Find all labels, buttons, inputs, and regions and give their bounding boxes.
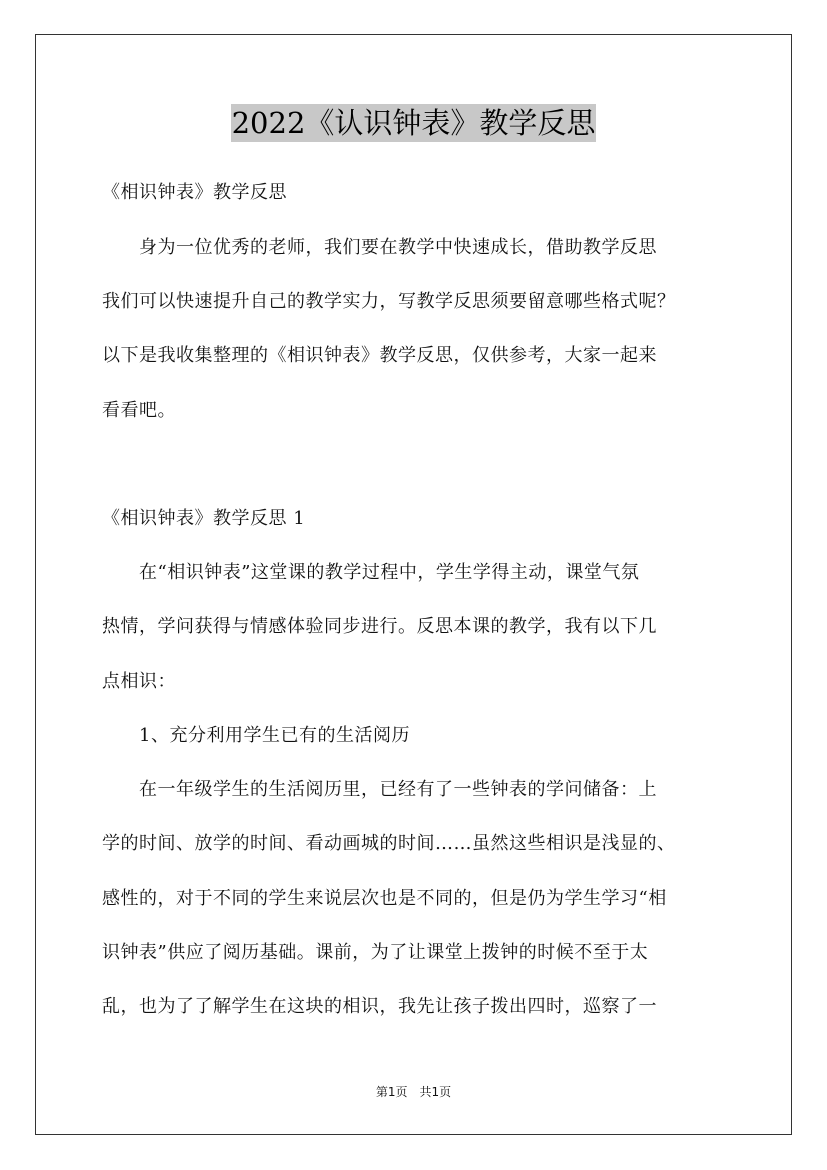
- paragraph-line: 在“相识钟表”这堂课的教学过程中，学生学得主动，课堂气氛: [102, 562, 640, 583]
- paragraph-line: 识钟表”供应了阅历基础。课前，为了让课堂上拨钟的时候不至于太: [102, 942, 649, 963]
- paragraph-line: 感性的，对于不同的学生来说层次也是不同的，但是仍为学生学习“相: [102, 888, 667, 909]
- section-heading: 《相识钟表》教学反思 1: [102, 508, 306, 529]
- paragraph-line: 看看吧。: [102, 400, 176, 421]
- paragraph-line: 在一年级学生的生活阅历里，已经有了一些钟表的学问储备：上: [102, 779, 657, 800]
- paragraph-line: 乱，也为了了解学生在这块的相识，我先让孩子拨出四时，巡察了一: [102, 996, 657, 1017]
- page-footer: 第1页 共1页: [375, 1085, 452, 1099]
- paragraph-line: 热情，学问获得与情感体验同步进行。反思本课的教学，我有以下几: [102, 616, 657, 637]
- paragraph-line: 以下是我收集整理的《相识钟表》教学反思，仅供参考，大家一起来: [102, 345, 657, 366]
- paragraph-line: 身为一位优秀的老师，我们要在教学中快速成长，借助教学反思: [102, 237, 657, 258]
- list-item-heading: 1、充分利用学生已有的生活阅历: [102, 725, 410, 746]
- document-title-wrapper: [0, 104, 827, 142]
- paragraph-line: 学的时间、放学的时间、看动画城的时间……虽然这些相识是浅显的、: [102, 833, 676, 854]
- paragraph-line: 点相识：: [102, 671, 176, 692]
- paragraph-line: 《相识钟表》教学反思: [102, 182, 287, 203]
- document-title: 2022《认识钟表》教学反思: [231, 106, 596, 140]
- paragraph-line: 我们可以快速提升自己的教学实力，写教学反思须要留意哪些格式呢？: [102, 291, 676, 312]
